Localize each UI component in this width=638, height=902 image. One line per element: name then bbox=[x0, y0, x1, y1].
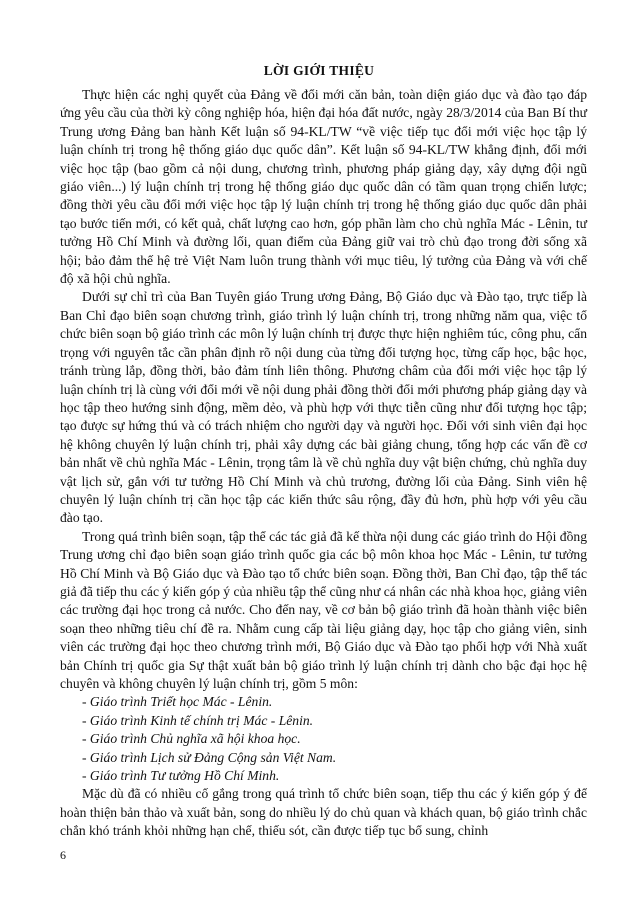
course-list-item: - Giáo trình Tư tưởng Hồ Chí Minh. bbox=[82, 768, 280, 784]
paragraph-intro: Thực hiện các nghị quyết của Đảng về đổi mới căn bản, toàn diện giáo dục và đào tạo đáp ứng yêu cầu của thời kỳ công nghiệp hóa, hiện đại hóa đất nước, ngày 28/3/2014 của Ban Bí thư Trung ương Đảng ban hành Kết luận số 94-KL/TW “về việc tiếp tục đổi mới việc học tập lý luận chính trị trong hệ thống giáo dục quốc dân”. Kết luận số 94-KL/TW khẳng định, đổi mới việc học tập (bao gồm cả nội dung, chương trình, phương pháp giảng dạy, xây dựng đội ngũ giáo viên...) lý luận chính trị trong hệ thống giáo dục quốc dân có tầm quan trọng chiến lược; đồng thời yêu cầu đổi mới việc học tập lý luận chính trị trong hệ thống giáo dục quốc dân phải tạo bước tiến mới, có kết quả, chất lượng cao hơn, góp phần làm cho chủ nghĩa Mác - Lênin, tư tưởng Hồ Chí Minh và đường lối, quan điểm của Đảng giữ vai trò chủ đạo trong đời sống xã hội; bảo đảm thế hệ trẻ Việt Nam luôn trung thành với mục tiêu, lý tưởng của Đảng và với chế độ xã hội chủ nghĩa. bbox=[60, 87, 587, 287]
paragraph-direction: Dưới sự chỉ trì của Ban Tuyên giáo Trung ương Đảng, Bộ Giáo dục và Đào tạo, trực tiếp là Ban Chỉ đạo biên soạn chương trình, giáo trình lý luận chính trị, trong những năm qua, việc tổ chức biên soạn bộ giáo trình các môn lý luận chính trị được thực hiện nghiêm túc, công phu, cẩn trọng với nguyên tắc cần phân định rõ nội dung của từng đối tượng học, từng cấp học, bậc học, tránh trùng lắp, đồng thời, bảo đảm tính liên thông. Phương châm của đổi mới việc học tập lý luận chính trị là cùng với đổi mới về nội dung phải đồng thời đổi mới phương pháp giảng dạy và học tập theo hướng sinh động, mềm dẻo, và phù hợp với thực tiễn cũng như đối tượng học tập; tạo được sự hứng thú và có trách nhiệm cho người dạy và người học. Đối với sinh viên đại học hệ không chuyên lý luận chính trị, phải xây dựng các bài giảng chung, tổng hợp các vấn đề cơ bản nhất về chủ nghĩa Mác - Lênin, trọng tâm là về chủ nghĩa duy vật biện chứng, chủ nghĩa duy vật lịch sử, gắn với tư tưởng Hồ Chí Minh và chủ trương, đường lối của Đảng. Sinh viên hệ chuyên lý luận chính trị cần học tập các kiến thức sâu rộng, đầy đủ hơn, phù hợp với yêu cầu đào tạo. bbox=[60, 289, 587, 526]
document-body bbox=[60, 86, 587, 841]
course-list-item: - Giáo trình Triết học Mác - Lênin. bbox=[82, 694, 273, 710]
course-list bbox=[60, 693, 587, 785]
course-list-item: - Giáo trình Kinh tế chính trị Mác - Lênin. bbox=[82, 712, 314, 728]
paragraph-closing: Mặc dù đã có nhiều cố gắng trong quá trình tổ chức biên soạn, tiếp thu các ý kiến góp ý để hoàn thiện bản thảo và xuất bản, song do nhiều lý do chủ quan và khách quan, bộ giáo trình chắc chắn khó tránh khỏi những hạn chế, thiếu sót, cần được tiếp tục bổ sung, chỉnh bbox=[60, 786, 587, 839]
page-title: LỜI GIỚI THIỆU bbox=[263, 63, 375, 78]
page-number: 6 bbox=[60, 848, 66, 862]
course-list-item: - Giáo trình Chủ nghĩa xã hội khoa học. bbox=[82, 731, 301, 747]
course-list-item: - Giáo trình Lịch sử Đảng Cộng sản Việt Nam. bbox=[82, 749, 337, 765]
paragraph-compilation: Trong quá trình biên soạn, tập thể các tác giả đã kế thừa nội dung các giáo trình do Hội đồng Trung ương chỉ đạo biên soạn giáo trình quốc gia các bộ môn khoa học Mác - Lênin, tư tưởng Hồ Chí Minh và Bộ Giáo dục và Đào tạo tổ chức biên soạn. Đồng thời, Ban Chỉ đạo, tập thể tác giả đã tiếp thu các ý kiến góp ý của nhiều tập thể cũng như cá nhân các nhà khoa học, giảng viên các trường đại học trong cả nước. Cho đến nay, về cơ bản bộ giáo trình đã hoàn thành việc biên soạn theo những tiêu chí đề ra. Nhằm cung cấp tài liệu giảng dạy, học tập cho giảng viên, sinh viên các trường đại học theo chương trình mới, Bộ Giáo dục và Đào tạo phối hợp với Nhà xuất bản Chính trị quốc gia Sự thật xuất bản bộ giáo trình lý luận chính trị dành cho bậc đại học hệ chuyên và không chuyên lý luận chính trị, gồm 5 môn: bbox=[60, 528, 587, 691]
